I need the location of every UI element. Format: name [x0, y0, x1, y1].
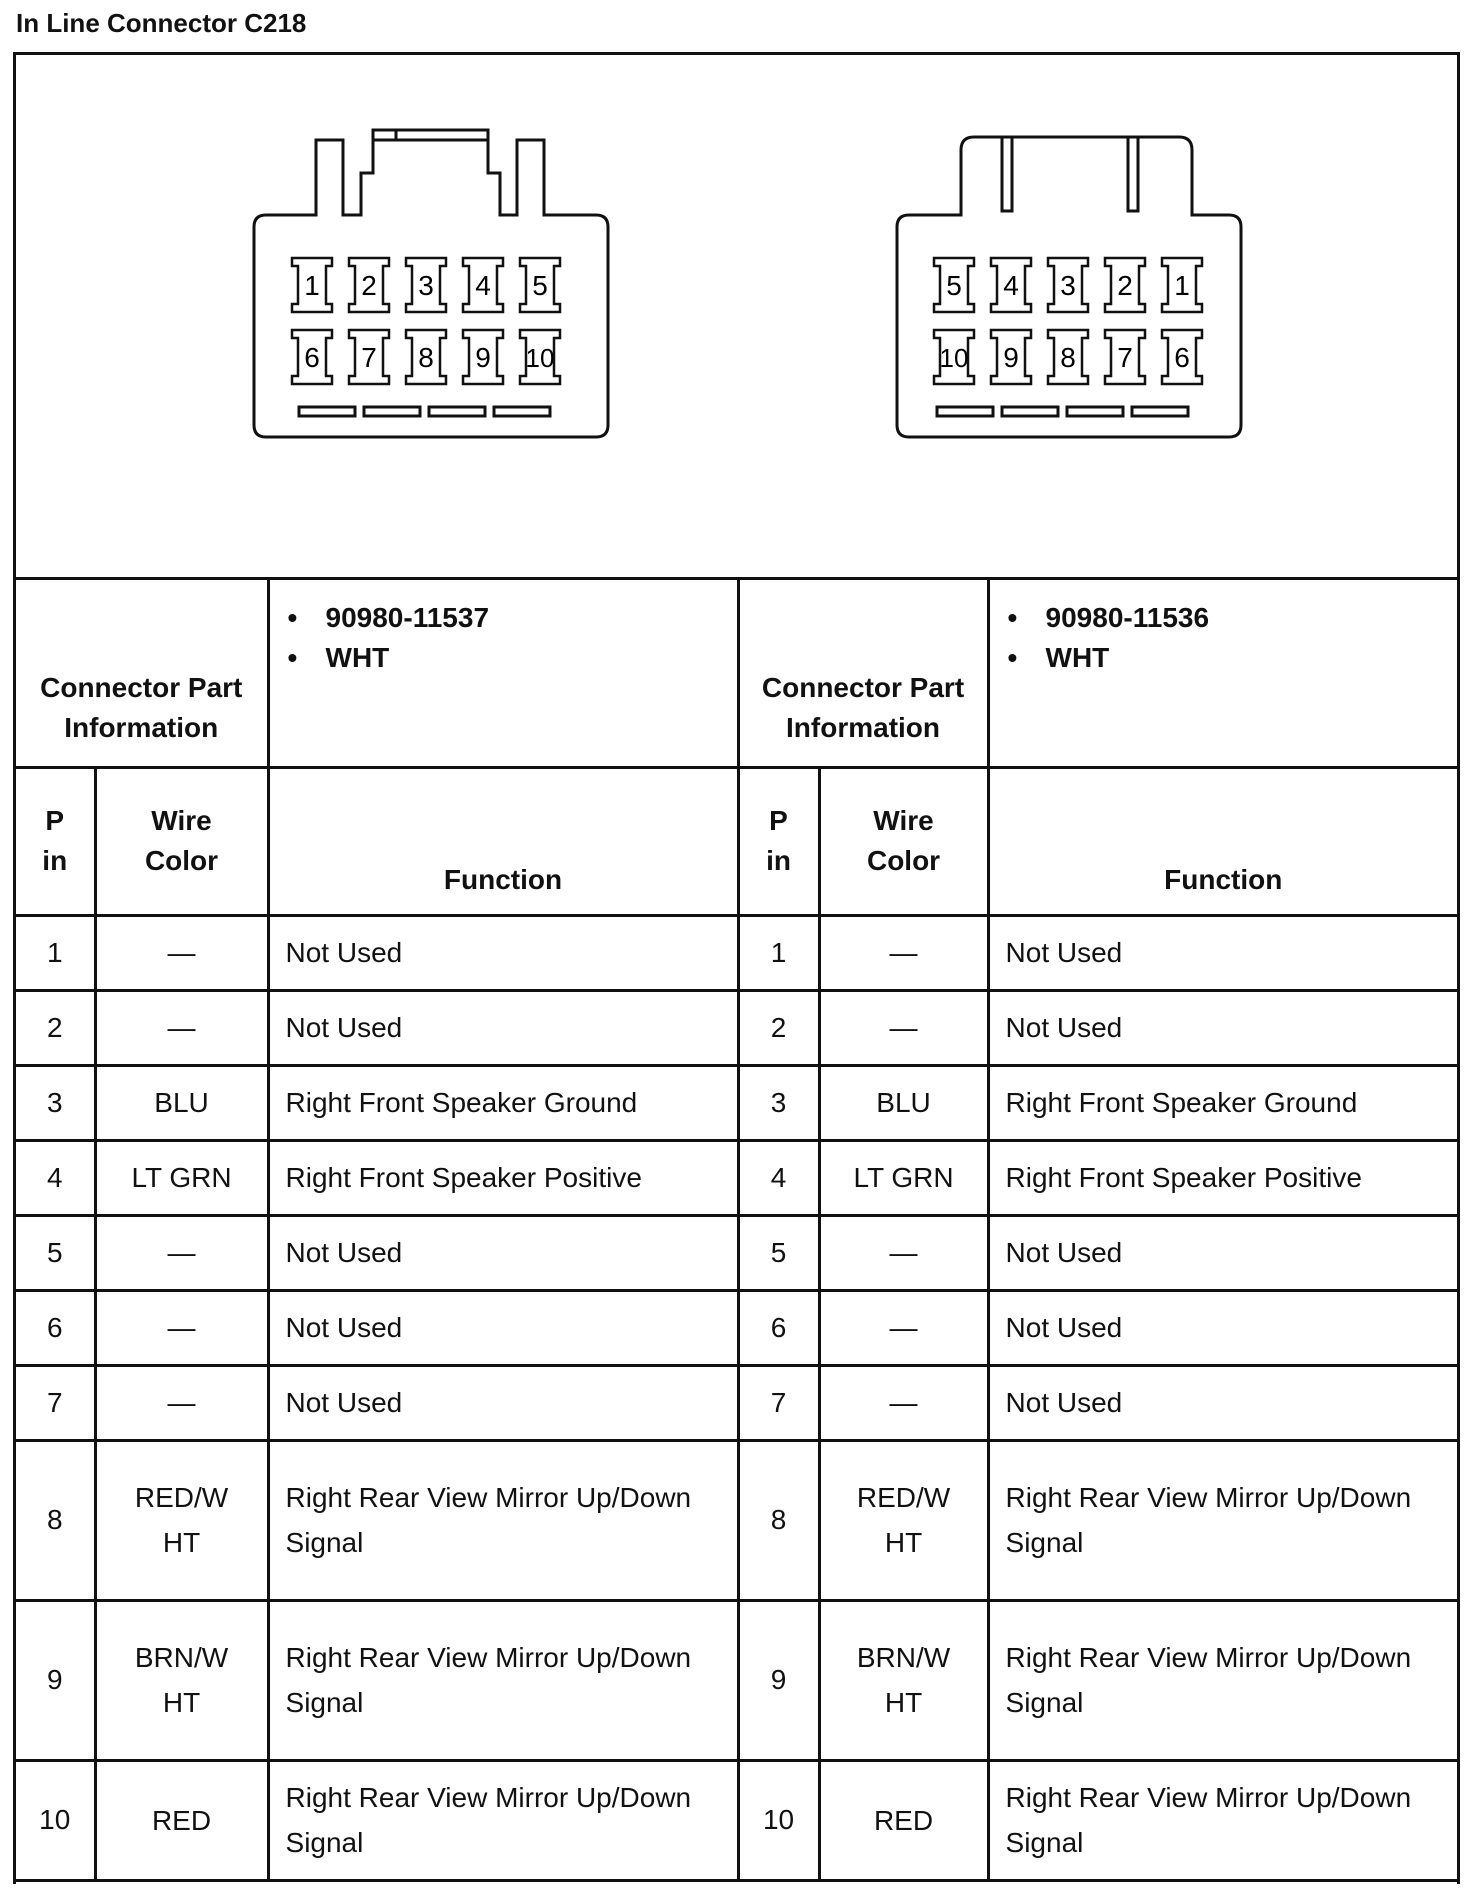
pin-number-label: 1: [304, 270, 320, 301]
right-pin-cell: 3: [738, 1065, 819, 1140]
pin-number-label: 6: [304, 342, 320, 373]
right-wire-color-cell: —: [819, 915, 988, 990]
left-pin-cell: 6: [16, 1290, 95, 1365]
pin-number-label: 2: [1117, 270, 1133, 301]
left-pin-5: [520, 258, 560, 312]
pin-number-label: 3: [418, 270, 434, 301]
right-pin-7: [1105, 330, 1145, 384]
right-pin-cell: 2: [738, 990, 819, 1065]
right-part-info-list: [988, 580, 1457, 767]
right-wire-header: [819, 767, 988, 915]
left-pin-7: [349, 330, 389, 384]
right-function-cell: Right Front Speaker Ground: [988, 1065, 1457, 1140]
right-pin-1: [1162, 258, 1202, 312]
left-wire-color-cell: —: [95, 990, 268, 1065]
wire-header-line1: Wire: [151, 805, 212, 836]
right-wire-color-cell: LT GRN: [819, 1140, 988, 1215]
left-function-cell: Not Used: [268, 990, 738, 1065]
table-row: [16, 990, 1457, 1065]
pin-number-label: 9: [475, 342, 491, 373]
left-wire-color-cell: —: [95, 1290, 268, 1365]
right-pin-5: [934, 258, 974, 312]
left-function-cell: Not Used: [268, 1215, 738, 1290]
left-wire-color-cell: —: [95, 1365, 268, 1440]
pin-number-label: 2: [361, 270, 377, 301]
left-part-number: • 90980-11537: [288, 598, 737, 638]
wire-header-line2: Color: [866, 845, 941, 876]
connector-sheet: [13, 52, 1460, 1884]
left-function-cell: Not Used: [268, 1290, 738, 1365]
right-pin-cell: 1: [738, 915, 819, 990]
right-pin-4: [991, 258, 1031, 312]
right-function-cell: Right Front Speaker Positive: [988, 1140, 1457, 1215]
left-pin-2: [349, 258, 389, 312]
left-pin-cell: 5: [16, 1215, 95, 1290]
right-pin-2: [1105, 258, 1145, 312]
pin-header-line1: P: [45, 805, 65, 836]
table-row: [16, 1600, 1457, 1760]
right-part-info-label: Connector Part Information: [738, 580, 988, 767]
right-pin-10: [934, 330, 974, 384]
pin-number-label: 10: [525, 343, 555, 373]
right-function-cell: Not Used: [988, 1365, 1457, 1440]
left-wire-color-cell: BLU: [95, 1065, 268, 1140]
left-pin-cell: 1: [16, 915, 95, 990]
right-function-cell: Not Used: [988, 1290, 1457, 1365]
left-pin-cell: 8: [16, 1440, 95, 1600]
table-row: [16, 1760, 1457, 1880]
left-wire-header: [95, 767, 268, 915]
left-pin-cell: 10: [16, 1760, 95, 1880]
right-function-header: Function: [988, 767, 1457, 915]
right-part-number: • 90980-11536: [1008, 598, 1458, 638]
left-pin-cell: 7: [16, 1365, 95, 1440]
left-pin-4: [463, 258, 503, 312]
right-pin-8: [1048, 330, 1088, 384]
pin-number-label: 4: [1003, 270, 1019, 301]
left-pin-1: [292, 258, 332, 312]
pin-number-label: 5: [532, 270, 548, 301]
pin-number-label: 1: [1174, 270, 1190, 301]
pin-header-line1: P: [769, 805, 788, 836]
right-wire-color-cell: —: [819, 990, 988, 1065]
left-function-cell: Right Rear View Mirror Up/Down Signal: [268, 1760, 738, 1880]
left-pin-3: [406, 258, 446, 312]
part-info-row: [16, 580, 1457, 767]
left-pin-cell: 3: [16, 1065, 95, 1140]
left-connector-pins: [292, 258, 560, 384]
column-header-row: [16, 767, 1457, 915]
right-function-cell: Right Rear View Mirror Up/Down Signal: [988, 1760, 1457, 1880]
pin-number-label: 9: [1003, 342, 1019, 373]
right-wire-color-cell: —: [819, 1365, 988, 1440]
left-pin-cell: 2: [16, 990, 95, 1065]
right-wire-color-cell: —: [819, 1290, 988, 1365]
left-wire-color-cell: LT GRN: [95, 1140, 268, 1215]
wire-header-line1: Wire: [873, 805, 934, 836]
pin-header-line2: in: [42, 845, 68, 876]
right-function-cell: Right Rear View Mirror Up/Down Signal: [988, 1440, 1457, 1600]
pin-number-label: 5: [946, 270, 962, 301]
left-part-info-list: [268, 580, 738, 767]
pin-number-label: 7: [361, 342, 377, 373]
right-pin-9: [991, 330, 1031, 384]
table-row: [16, 1140, 1457, 1215]
page-title: In Line Connector C218: [16, 8, 307, 38]
right-pin-cell: 7: [738, 1365, 819, 1440]
right-pin-3: [1048, 258, 1088, 312]
left-function-cell: Right Front Speaker Positive: [268, 1140, 738, 1215]
right-pin-cell: 5: [738, 1215, 819, 1290]
right-function-cell: Right Rear View Mirror Up/Down Signal: [988, 1600, 1457, 1760]
pin-number-label: 3: [1060, 270, 1076, 301]
pin-number-label: 6: [1174, 342, 1190, 373]
right-connector-pins: [934, 258, 1202, 384]
left-pin-header: [16, 767, 95, 915]
right-function-cell: Not Used: [988, 990, 1457, 1065]
connector-diagram: [16, 55, 1457, 577]
right-pin-cell: 8: [738, 1440, 819, 1600]
right-wire-color-cell: —: [819, 1215, 988, 1290]
left-part-info-label: Connector Part Information: [16, 580, 268, 767]
table-row: [16, 1365, 1457, 1440]
left-pin-cell: 9: [16, 1600, 95, 1760]
right-wire-color-cell: RED/W HT: [819, 1440, 988, 1600]
pin-number-label: 4: [475, 270, 491, 301]
left-wire-color-cell: RED: [95, 1760, 268, 1880]
right-function-cell: Not Used: [988, 1215, 1457, 1290]
pin-number-label: 8: [1060, 342, 1076, 373]
table-row: [16, 1290, 1457, 1365]
left-function-header: Function: [268, 767, 738, 915]
left-wire-color-cell: —: [95, 1215, 268, 1290]
right-pin-header: [738, 767, 819, 915]
table-row: [16, 915, 1457, 990]
wire-header-line2: Color: [144, 845, 219, 876]
pin-number-label: 8: [418, 342, 434, 373]
right-pin-cell: 10: [738, 1760, 819, 1880]
table-row: [16, 1215, 1457, 1290]
left-function-cell: Right Front Speaker Ground: [268, 1065, 738, 1140]
pin-number-label: 10: [939, 343, 969, 373]
table-row: [16, 1440, 1457, 1600]
pinout-rows: [16, 915, 1457, 1880]
right-wire-color-cell: BLU: [819, 1065, 988, 1140]
left-pin-8: [406, 330, 446, 384]
connector-diagram-area: [16, 55, 1457, 580]
right-pin-cell: 6: [738, 1290, 819, 1365]
left-part-color: • WHT: [288, 638, 737, 678]
left-pin-cell: 4: [16, 1140, 95, 1215]
left-pin-6: [292, 330, 332, 384]
pin-number-label: 7: [1117, 342, 1133, 373]
left-function-cell: Not Used: [268, 1365, 738, 1440]
left-function-cell: Right Rear View Mirror Up/Down Signal: [268, 1440, 738, 1600]
left-wire-color-cell: —: [95, 915, 268, 990]
right-pin-6: [1162, 330, 1202, 384]
left-pin-10: [520, 330, 560, 384]
right-part-color: • WHT: [1008, 638, 1458, 678]
left-wire-color-cell: BRN/W HT: [95, 1600, 268, 1760]
right-pin-cell: 4: [738, 1140, 819, 1215]
left-wire-color-cell: RED/W HT: [95, 1440, 268, 1600]
right-pin-cell: 9: [738, 1600, 819, 1760]
table-row: [16, 1065, 1457, 1140]
right-wire-color-cell: RED: [819, 1760, 988, 1880]
pinout-table: [16, 580, 1457, 1882]
right-wire-color-cell: BRN/W HT: [819, 1600, 988, 1760]
right-function-cell: Not Used: [988, 915, 1457, 990]
pin-header-line2: in: [766, 845, 791, 876]
left-function-cell: Right Rear View Mirror Up/Down Signal: [268, 1600, 738, 1760]
left-function-cell: Not Used: [268, 915, 738, 990]
left-pin-9: [463, 330, 503, 384]
